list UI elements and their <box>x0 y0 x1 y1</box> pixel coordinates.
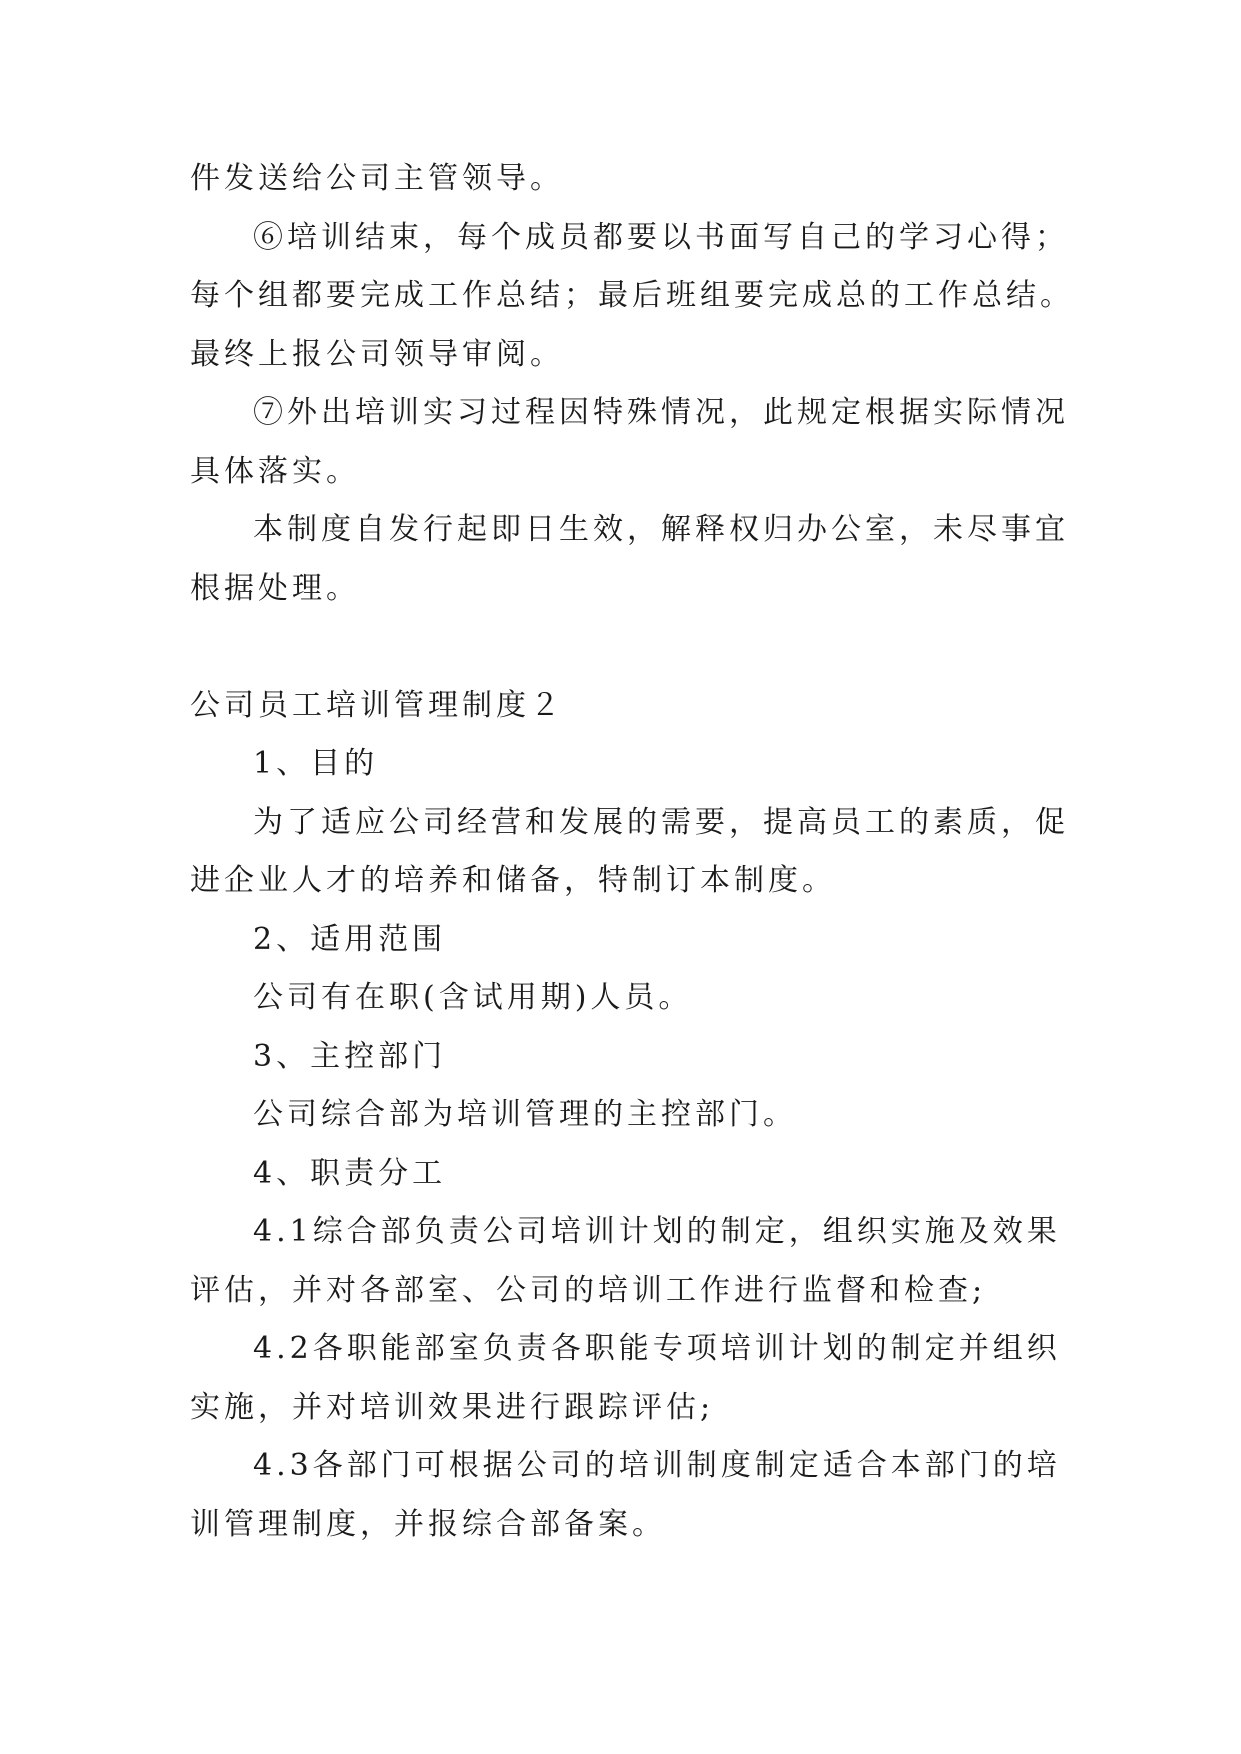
text-line: 4.3各部门可根据公司的培训制度制定适合本部门的培 <box>253 1448 1061 1483</box>
text-line: 公司有在职(含试用期)人员。 <box>253 980 693 1015</box>
text-line: 为了适应公司经营和发展的需要，提高员工的素质，促 <box>253 804 1069 840</box>
text-line: 根据处理。 <box>190 570 360 606</box>
section-title: 公司员工培训管理制度２ <box>190 687 564 723</box>
text-line: 实施，并对培训效果进行跟踪评估; <box>190 1389 715 1425</box>
text-line: 进企业人才的培养和储备，特制订本制度。 <box>190 863 836 898</box>
document-body <box>190 150 1074 1554</box>
text-line: 4.2各职能部室负责各职能专项培训计划的制定并组织 <box>253 1331 1061 1366</box>
text-line: 件发送给公司主管领导。 <box>190 161 564 196</box>
section-heading: 2、适用范围 <box>253 921 447 957</box>
text-line: 公司综合部为培训管理的主控部门。 <box>253 1097 797 1132</box>
text-line: 每个组都要完成工作总结；最后班组要完成总的工作总结。 <box>190 278 1074 313</box>
section-heading: 1、目的 <box>253 746 379 781</box>
text-line: 本制度自发行起即日生效，解释权归办公室，未尽事宜 <box>253 512 1069 547</box>
text-line: 4.1综合部负责公司培训计划的制定，组织实施及效果 <box>253 1214 1061 1249</box>
text-line: 评估，并对各部室、公司的培训工作进行监督和检查; <box>190 1272 987 1308</box>
text-line: ⑦外出培训实习过程因特殊情况，此规定根据实际情况 <box>253 395 1069 430</box>
text-line: 最终上报公司领导审阅。 <box>190 336 564 372</box>
text-line: 训管理制度，并报综合部备案。 <box>190 1506 666 1542</box>
text-line: ⑥培训结束，每个成员都要以书面写自己的学习心得； <box>253 219 1069 255</box>
text-line: 具体落实。 <box>190 453 360 489</box>
section-heading: 4、职责分工 <box>253 1155 447 1191</box>
blank-line <box>190 618 1070 677</box>
section-heading: 3、主控部门 <box>253 1038 447 1074</box>
